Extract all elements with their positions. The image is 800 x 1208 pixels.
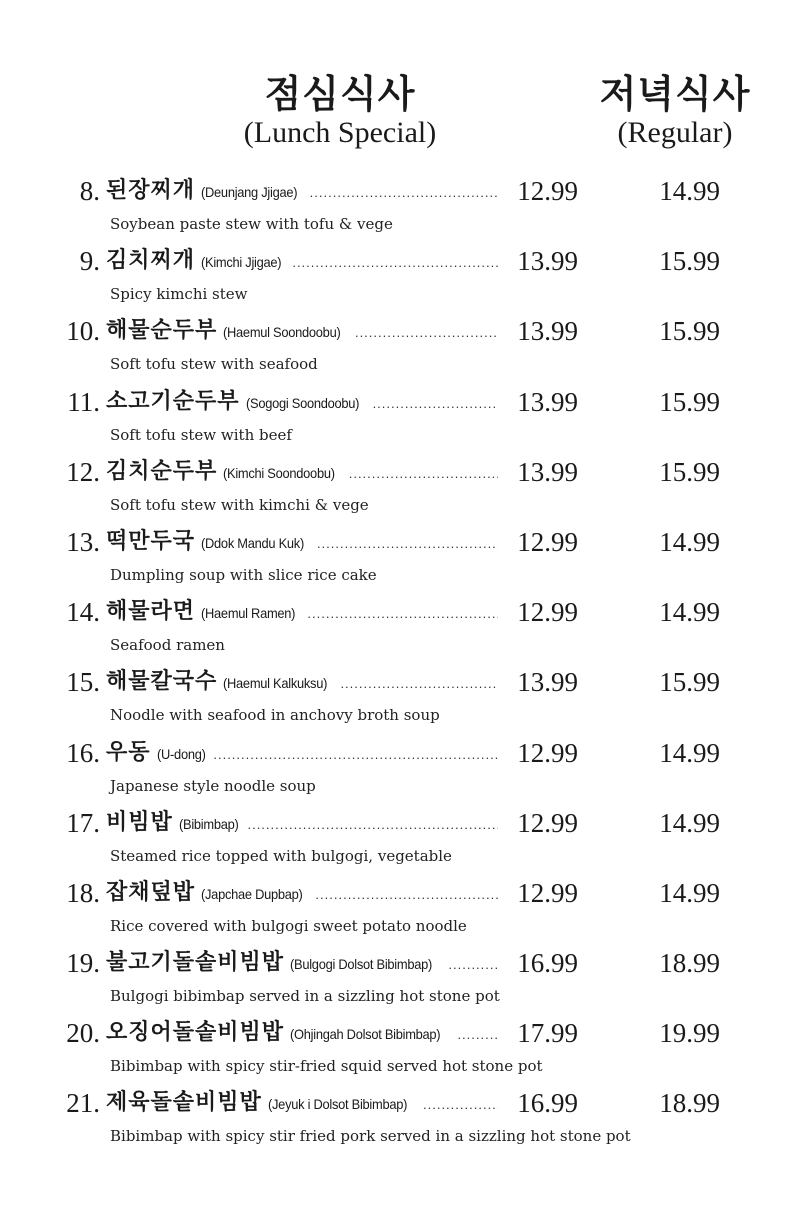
- dot-leader: [307, 606, 498, 621]
- menu-item: [0, 872, 800, 942]
- item-number: 21.: [66, 1088, 100, 1119]
- lunch-price: 16.99: [517, 948, 578, 979]
- item-romanized-name: (U-dong): [156, 745, 206, 762]
- item-number: 8.: [79, 176, 100, 206]
- dot-leader: [349, 466, 498, 481]
- menu-item-line: [0, 310, 800, 352]
- item-description: Noodle with seafood in anchovy broth soup: [110, 706, 440, 725]
- item-name: [106, 381, 498, 423]
- item-description: Spicy kimchi stew: [110, 285, 248, 304]
- lunch-price: 13.99: [517, 456, 578, 487]
- dot-leader: [448, 957, 498, 972]
- item-name: [106, 451, 498, 493]
- menu-item: [0, 1012, 800, 1082]
- menu-item-line: [0, 872, 800, 914]
- item-korean-name: 김치찌개: [106, 248, 196, 274]
- item-romanized-name: (Haemul Ramen): [201, 605, 296, 622]
- menu-item-line: [0, 942, 800, 984]
- item-name: [106, 1082, 498, 1124]
- item-description: Bibimbap with spicy stir fried pork served in a sizzling hot stone pot: [110, 1127, 631, 1146]
- item-korean-name: 해물칼국수: [106, 669, 218, 695]
- item-romanized-name: (Bibimbap): [178, 815, 239, 832]
- item-romanized-name: (Haemul Kalkuksu): [223, 675, 328, 692]
- item-number: 11.: [67, 386, 100, 417]
- item-korean-name: 된장찌개: [106, 178, 196, 203]
- dinner-price: 18.99: [659, 1088, 720, 1119]
- dinner-price: 14.99: [659, 807, 720, 838]
- dot-leader: [317, 536, 498, 551]
- menu-item-line: [0, 240, 800, 282]
- dinner-price: 15.99: [659, 316, 720, 347]
- menu-item-line: [0, 381, 800, 423]
- dinner-price: 19.99: [659, 1018, 720, 1049]
- lunch-heading-english: (Lunch Special): [243, 116, 437, 149]
- menu-item-line: [0, 521, 800, 563]
- item-number: 14.: [66, 597, 100, 628]
- menu-item: [0, 381, 800, 451]
- menu-header: [0, 72, 800, 162]
- lunch-price: 13.99: [517, 386, 578, 417]
- item-romanized-name: (Ohjingah Dolsot Bibimbap): [290, 1026, 441, 1043]
- item-description: Soybean paste stew with tofu & vege: [110, 215, 393, 233]
- item-description: Bibimbap with spicy stir-fried squid served hot stone pot: [110, 1057, 543, 1076]
- dot-leader: [292, 255, 498, 270]
- dinner-price: 18.99: [659, 948, 720, 979]
- item-description: Japanese style noodle soup: [110, 776, 316, 795]
- item-name: [106, 802, 498, 844]
- dot-leader: [213, 747, 498, 762]
- dot-leader: [310, 185, 498, 200]
- lunch-price: 12.99: [517, 737, 578, 768]
- dot-leader: [457, 1027, 498, 1042]
- item-romanized-name: (Jeyuk i Dolsot Bibimbap): [267, 1096, 407, 1113]
- menu-item-line: [0, 170, 800, 212]
- menu-item: [0, 521, 800, 591]
- dot-leader: [247, 817, 498, 832]
- item-korean-name: 불고기돌솥비빔밥: [106, 950, 285, 976]
- dinner-price: 15.99: [659, 456, 720, 487]
- item-name: [106, 732, 498, 774]
- item-korean-name: 해물라면: [106, 599, 196, 625]
- menu-item: [0, 170, 800, 240]
- item-name: [106, 521, 498, 563]
- item-romanized-name: (Haemul Soondoobu): [223, 324, 341, 341]
- menu-item: [0, 1082, 800, 1152]
- menu-item: [0, 661, 800, 731]
- dinner-price: 14.99: [659, 737, 720, 768]
- item-name: [106, 591, 498, 633]
- dinner-heading-english: (Regular): [617, 116, 733, 149]
- item-romanized-name: (Deunjang Jjigae): [201, 184, 298, 200]
- item-number: 19.: [66, 948, 100, 979]
- lunch-price: 12.99: [517, 176, 578, 206]
- item-korean-name: 제육돌솥비빔밥: [106, 1090, 262, 1116]
- menu-item-line: [0, 802, 800, 844]
- item-korean-name: 오징어돌솥비빔밥: [106, 1020, 285, 1046]
- item-name: [106, 942, 498, 984]
- item-korean-name: 우동: [106, 739, 151, 765]
- lunch-price: 16.99: [517, 1088, 578, 1119]
- menu-item: [0, 942, 800, 1012]
- menu-item-line: [0, 451, 800, 493]
- dinner-price: 14.99: [659, 877, 720, 908]
- dot-leader: [373, 396, 498, 411]
- dinner-column-heading: [590, 72, 760, 150]
- menu-item-line: [0, 732, 800, 774]
- item-number: 10.: [66, 316, 100, 347]
- item-description: Soft tofu stew with beef: [110, 425, 292, 444]
- menu-item-line: [0, 1012, 800, 1054]
- lunch-price: 17.99: [517, 1018, 578, 1049]
- item-name: [106, 1012, 498, 1054]
- dinner-price: 14.99: [659, 176, 720, 206]
- lunch-price: 13.99: [517, 246, 578, 277]
- item-description: Soft tofu stew with kimchi & vege: [110, 495, 369, 514]
- item-description: Dumpling soup with slice rice cake: [110, 565, 377, 584]
- item-description: Seafood ramen: [110, 636, 225, 655]
- lunch-heading-korean: 점심식사: [264, 72, 416, 116]
- dot-leader: [355, 325, 498, 340]
- item-korean-name: 비빔밥: [106, 809, 173, 835]
- item-name: [106, 170, 498, 212]
- item-name: [106, 310, 498, 352]
- item-number: 17.: [66, 807, 100, 838]
- item-description: Soft tofu stew with seafood: [110, 355, 318, 374]
- lunch-price: 12.99: [517, 877, 578, 908]
- item-number: 9.: [79, 246, 100, 277]
- dot-leader: [340, 676, 498, 691]
- menu-item: [0, 240, 800, 310]
- menu-item: [0, 451, 800, 521]
- dinner-heading-korean: 저녁식사: [599, 72, 751, 116]
- menu-item-line: [0, 661, 800, 703]
- item-romanized-name: (Japchae Dupbap): [201, 885, 303, 902]
- menu-item: [0, 732, 800, 802]
- item-korean-name: 해물순두부: [106, 318, 218, 344]
- dot-leader: [423, 1097, 498, 1112]
- item-korean-name: 잡채덮밥: [106, 879, 196, 905]
- menu-item: [0, 802, 800, 872]
- item-description: Steamed rice topped with bulgogi, vegetable: [110, 846, 452, 865]
- menu-list: [0, 170, 800, 1153]
- item-number: 12.: [66, 456, 100, 487]
- item-name: [106, 661, 498, 703]
- item-number: 13.: [66, 526, 100, 557]
- item-number: 20.: [66, 1018, 100, 1049]
- lunch-price: 13.99: [517, 316, 578, 347]
- item-description: Bulgogi bibimbap served in a sizzling hot stone pot: [110, 987, 500, 1006]
- item-name: [106, 872, 498, 914]
- dinner-price: 15.99: [659, 667, 720, 698]
- menu-item: [0, 310, 800, 380]
- item-number: 15.: [66, 667, 100, 698]
- item-description: Rice covered with bulgogi sweet potato noodle: [110, 916, 467, 935]
- item-romanized-name: (Sogogi Soondoobu): [245, 394, 359, 411]
- dot-leader: [315, 887, 498, 902]
- lunch-price: 12.99: [517, 526, 578, 557]
- item-name: [106, 240, 498, 282]
- lunch-column-heading: [215, 72, 465, 150]
- menu-item-line: [0, 1082, 800, 1124]
- menu-item-line: [0, 591, 800, 633]
- dinner-price: 14.99: [659, 597, 720, 628]
- menu-item: [0, 591, 800, 661]
- item-romanized-name: (Kimchi Soondoobu): [223, 464, 336, 481]
- dinner-price: 14.99: [659, 526, 720, 557]
- dinner-price: 15.99: [659, 246, 720, 277]
- item-number: 18.: [66, 877, 100, 908]
- lunch-price: 12.99: [517, 807, 578, 838]
- item-romanized-name: (Bulgogi Dolsot Bibimbap): [290, 956, 433, 973]
- lunch-price: 13.99: [517, 667, 578, 698]
- dinner-price: 15.99: [659, 386, 720, 417]
- item-number: 16.: [66, 737, 100, 768]
- item-korean-name: 소고기순두부: [106, 388, 240, 414]
- lunch-price: 12.99: [517, 597, 578, 628]
- item-korean-name: 떡만두국: [106, 528, 196, 554]
- item-romanized-name: (Kimchi Jjigae): [201, 254, 282, 271]
- item-romanized-name: (Ddok Mandu Kuk): [201, 534, 304, 551]
- item-korean-name: 김치순두부: [106, 458, 218, 484]
